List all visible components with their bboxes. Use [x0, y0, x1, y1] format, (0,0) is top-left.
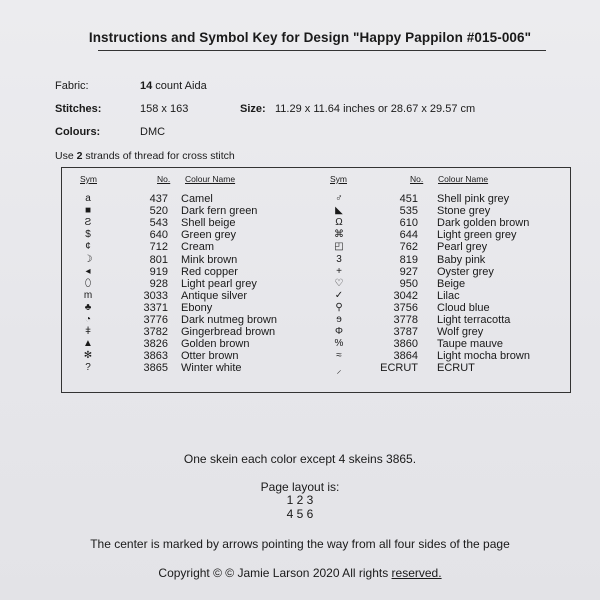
key-number-left: 543 — [149, 217, 168, 230]
key-colour-name-left: Mink brown — [181, 253, 238, 266]
key-number-left: 520 — [149, 205, 168, 218]
fabric-label: Fabric: — [55, 80, 89, 92]
key-number-right: 3787 — [393, 326, 418, 339]
header-no-right: No. — [410, 174, 424, 184]
key-number-right: 3756 — [393, 301, 418, 314]
key-colour-name-right: Cloud blue — [437, 301, 490, 314]
key-symbol-right: ◰ — [334, 241, 344, 253]
key-colour-name-left: Winter white — [181, 362, 242, 375]
key-symbol-right: ✓ — [334, 289, 344, 301]
center-note: The center is marked by arrows pointing the way from all four sides of the page — [90, 537, 510, 551]
copyright — [0, 566, 600, 580]
key-symbol-left: ♣ — [84, 301, 92, 313]
key-colour-name-right: Light green grey — [437, 229, 517, 242]
colours-value: DMC — [140, 126, 166, 138]
key-symbol-right: ɘ — [336, 314, 342, 325]
key-symbol-left: ▲ — [83, 338, 93, 350]
key-number-right: 762 — [399, 241, 418, 254]
key-colour-name-left: Dark nutmeg brown — [181, 314, 277, 326]
key-symbol-left: ¢ — [85, 241, 91, 253]
key-number-left: 640 — [149, 229, 168, 242]
key-number-left: 801 — [149, 253, 168, 266]
fabric-count: 14 — [140, 80, 153, 92]
key-colour-name-right: Baby pink — [437, 253, 486, 266]
key-colour-name-right: Lilac — [437, 289, 460, 302]
key-number-right: 610 — [399, 217, 418, 230]
key-number-left: 3033 — [143, 289, 168, 302]
key-symbol-left: ⬯ — [84, 277, 92, 289]
key-colour-name-left: Camel — [181, 193, 213, 205]
key-number-left: 928 — [149, 277, 168, 290]
key-colour-name-left: Shell beige — [181, 217, 236, 230]
key-symbol-left: ☽ — [83, 253, 93, 265]
key-colour-name-right: Dark golden brown — [437, 217, 530, 230]
page-title: Instructions and Symbol Key for Design "Happy Pappilon #015-006" — [88, 30, 532, 45]
key-symbol-right: ⌘ — [334, 229, 344, 241]
key-colour-name-left: Cream — [181, 241, 215, 254]
key-colour-name-left: Green grey — [181, 229, 237, 242]
header-sym-right: Sym — [330, 174, 347, 184]
key-number-right: 3042 — [393, 289, 418, 302]
page-layout-row-2: 4 5 6 — [286, 507, 314, 521]
key-number-left: 437 — [149, 193, 168, 205]
key-colour-name-left: Gingerbread brown — [181, 326, 276, 339]
header-name-right: Colour Name — [438, 174, 489, 184]
key-symbol-right: + — [336, 265, 342, 277]
key-colour-name-left: Ebony — [181, 301, 213, 314]
key-number-left: 3865 — [143, 362, 168, 375]
key-symbol-left: ◂ — [85, 265, 91, 277]
key-colour-name-right: Light terracotta — [437, 314, 511, 326]
key-symbol-left: a — [85, 193, 91, 204]
key-number-left: 3371 — [143, 301, 168, 314]
key-number-right: 950 — [399, 277, 418, 290]
copyright-link: reserved. — [391, 566, 442, 580]
key-number-left: 3782 — [143, 326, 168, 339]
thread-note-post: strands of thread for cross stitch — [82, 150, 235, 162]
key-number-right: 644 — [399, 229, 418, 242]
fabric-value — [140, 80, 207, 92]
header-name-left: Colour Name — [185, 174, 236, 184]
key-symbol-right: ≈ — [336, 350, 342, 362]
size-value: 11.29 x 11.64 inches or 28.67 x 29.57 cm — [275, 103, 476, 115]
key-colour-name-right: ECRUT — [437, 362, 475, 375]
key-colour-name-left: Dark fern green — [181, 205, 258, 218]
fabric-type: count Aida — [152, 80, 207, 92]
colours-label: Colours: — [55, 126, 101, 138]
header-sym-left: Sym — [80, 174, 97, 184]
key-symbol-left: ? — [85, 362, 91, 374]
key-colour-name-right: Beige — [437, 277, 466, 290]
key-symbol-right: ◣ — [335, 205, 343, 217]
key-number-right: 3778 — [393, 314, 418, 326]
key-number-left: 3776 — [143, 314, 168, 326]
key-symbol-left: ■ — [84, 205, 92, 217]
key-symbol-right: ♡ — [334, 277, 344, 289]
key-number-left: 3826 — [143, 338, 168, 351]
key-colour-name-left: Light pearl grey — [181, 277, 257, 290]
skein-note: One skein each color except 4 skeins 3865. — [183, 452, 417, 466]
key-colour-name-right: Pearl grey — [437, 241, 488, 254]
key-colour-name-left: Red copper — [181, 265, 238, 278]
key-number-right: 3860 — [393, 338, 418, 351]
key-colour-name-right: Wolf grey — [437, 326, 484, 339]
key-colour-name-left: Otter brown — [181, 350, 239, 363]
thread-note-pre: Use — [55, 150, 77, 162]
key-symbol-right: Ω — [335, 217, 343, 229]
key-symbol-right: ♂ — [335, 193, 343, 204]
key-symbol-left: m — [83, 289, 93, 301]
key-symbol-left: ◔ — [84, 314, 92, 325]
size-label: Size: — [240, 103, 266, 115]
key-number-right: 819 — [399, 253, 418, 266]
key-number-right: 3864 — [393, 350, 418, 363]
header-no-left: No. — [157, 174, 171, 184]
key-number-right: 535 — [399, 205, 418, 218]
title-divider — [98, 50, 546, 51]
page-layout-label: Page layout is: — [260, 480, 340, 494]
key-number-right: 927 — [399, 265, 418, 278]
key-colour-name-right: Stone grey — [437, 205, 491, 218]
key-colour-name-right: Light mocha brown — [437, 350, 530, 363]
key-symbol-left: Ƨ — [84, 217, 92, 229]
key-number-right: ECRUT — [380, 362, 418, 375]
key-symbol-right: 3 — [336, 253, 342, 265]
copyright-text: Copyright © © Jamie Larson 2020 All rights — [158, 566, 392, 580]
key-symbol-left: ✻ — [83, 350, 93, 362]
stitches-value: 158 x 163 — [140, 103, 189, 115]
key-colour-name-right: Shell pink grey — [437, 193, 510, 205]
key-colour-name-right: Taupe mauve — [437, 338, 504, 351]
key-number-left: 919 — [149, 265, 168, 278]
key-symbol-left: $ — [85, 229, 91, 241]
key-number-left: 3863 — [143, 350, 168, 363]
key-colour-name-right: Oyster grey — [437, 265, 494, 278]
key-number-right: 451 — [399, 193, 418, 205]
key-symbol-right: % — [334, 338, 344, 350]
key-colour-name-left: Antique silver — [181, 289, 248, 302]
key-symbol-left: ǂ — [85, 326, 91, 338]
key-number-left: 712 — [149, 241, 168, 254]
thread-count: 2 — [76, 150, 83, 162]
key-colour-name-left: Golden brown — [181, 338, 250, 351]
key-symbol-right: ⚲ — [335, 301, 343, 313]
thread-note — [55, 150, 235, 162]
key-symbol-right: ⸝ — [336, 365, 342, 377]
page-layout-row-1: 1 2 3 — [286, 493, 314, 507]
stitches-label: Stitches: — [55, 103, 102, 115]
key-symbol-right: Φ — [335, 326, 343, 338]
